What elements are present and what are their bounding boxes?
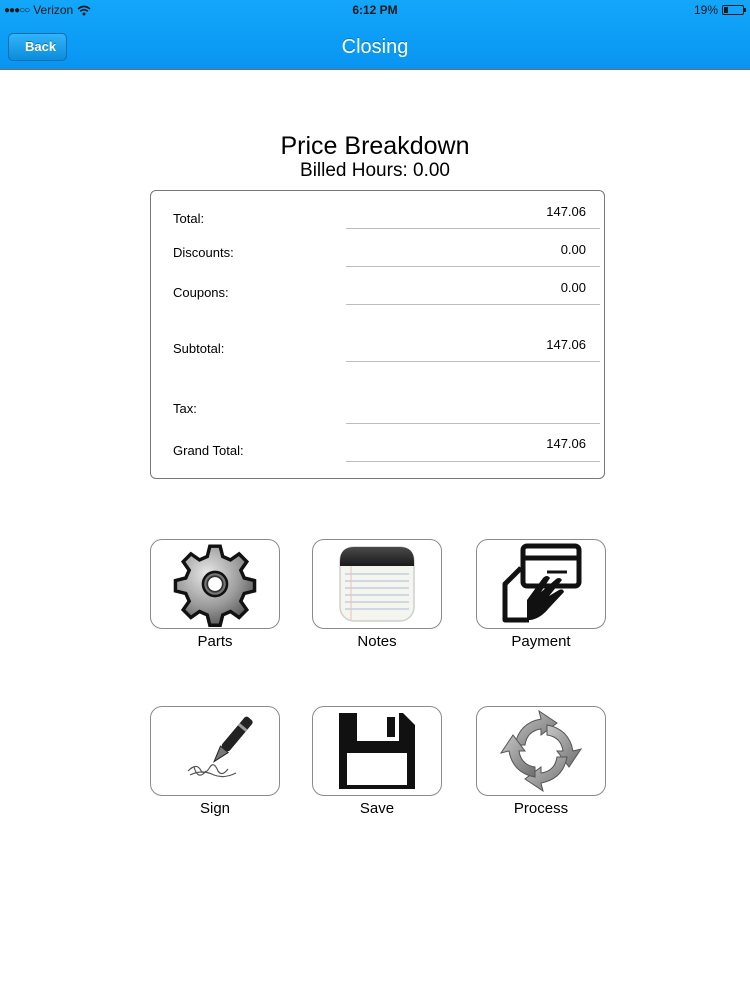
sign-label: Sign — [199, 800, 231, 817]
navigation-bar — [0, 0, 750, 70]
payment-button[interactable] — [476, 539, 606, 629]
save-button[interactable] — [312, 706, 442, 796]
discounts-value[interactable]: 0.00 — [560, 242, 586, 257]
status-time — [0, 3, 750, 17]
notes-tile[interactable] — [312, 539, 442, 650]
tax-underline — [346, 423, 600, 424]
notes-button[interactable] — [312, 539, 442, 629]
parts-tile[interactable] — [150, 539, 280, 650]
page-title: Closing — [341, 36, 409, 58]
sign-tile[interactable] — [150, 706, 280, 817]
save-tile[interactable] — [312, 706, 442, 817]
discounts-label: Discounts: — [173, 245, 234, 260]
billed-hours: Billed Hours: 0.00 — [300, 160, 450, 181]
coupons-underline — [346, 304, 600, 305]
price-breakdown-panel — [150, 190, 605, 479]
pen-signature-icon — [170, 711, 260, 791]
coupons-label: Coupons: — [173, 285, 229, 300]
total-underline — [346, 228, 600, 229]
refresh-arrows-icon — [499, 709, 583, 793]
sign-button[interactable] — [150, 706, 280, 796]
grand-total-label: Grand Total: — [173, 443, 244, 458]
notepad-icon — [337, 544, 417, 624]
time-label: 6:12 PM — [352, 3, 398, 17]
grand-total-underline — [346, 461, 600, 462]
subtotal-value[interactable]: 147.06 — [546, 337, 586, 352]
parts-button[interactable] — [150, 539, 280, 629]
price-breakdown-title: Price Breakdown — [280, 132, 470, 160]
tax-label: Tax: — [173, 401, 197, 416]
payment-label: Payment — [511, 633, 571, 650]
payment-tile[interactable] — [476, 539, 606, 650]
total-value[interactable]: 147.06 — [546, 204, 586, 219]
grand-total-value[interactable]: 147.06 — [546, 436, 586, 451]
carrier-label: Verizon — [33, 3, 74, 17]
status-battery — [694, 3, 744, 17]
parts-label: Parts — [197, 633, 233, 650]
notes-label: Notes — [357, 633, 397, 650]
back-button-label: Back — [25, 39, 57, 54]
signal-dots-icon: ●●●○○ — [4, 4, 30, 16]
process-button[interactable] — [476, 706, 606, 796]
save-label: Save — [359, 800, 395, 817]
floppy-disk-icon — [335, 709, 419, 793]
subtotal-underline — [346, 361, 600, 362]
process-label: Process — [513, 800, 569, 817]
gear-icon — [172, 541, 258, 627]
subtotal-label: Subtotal: — [173, 341, 225, 356]
process-tile[interactable] — [476, 706, 606, 817]
coupons-value[interactable]: 0.00 — [560, 280, 586, 295]
discounts-underline — [346, 266, 600, 267]
total-label: Total: — [173, 211, 205, 226]
battery-percent: 19% — [693, 3, 718, 17]
battery-icon — [722, 5, 744, 15]
payment-card-icon — [497, 542, 585, 626]
